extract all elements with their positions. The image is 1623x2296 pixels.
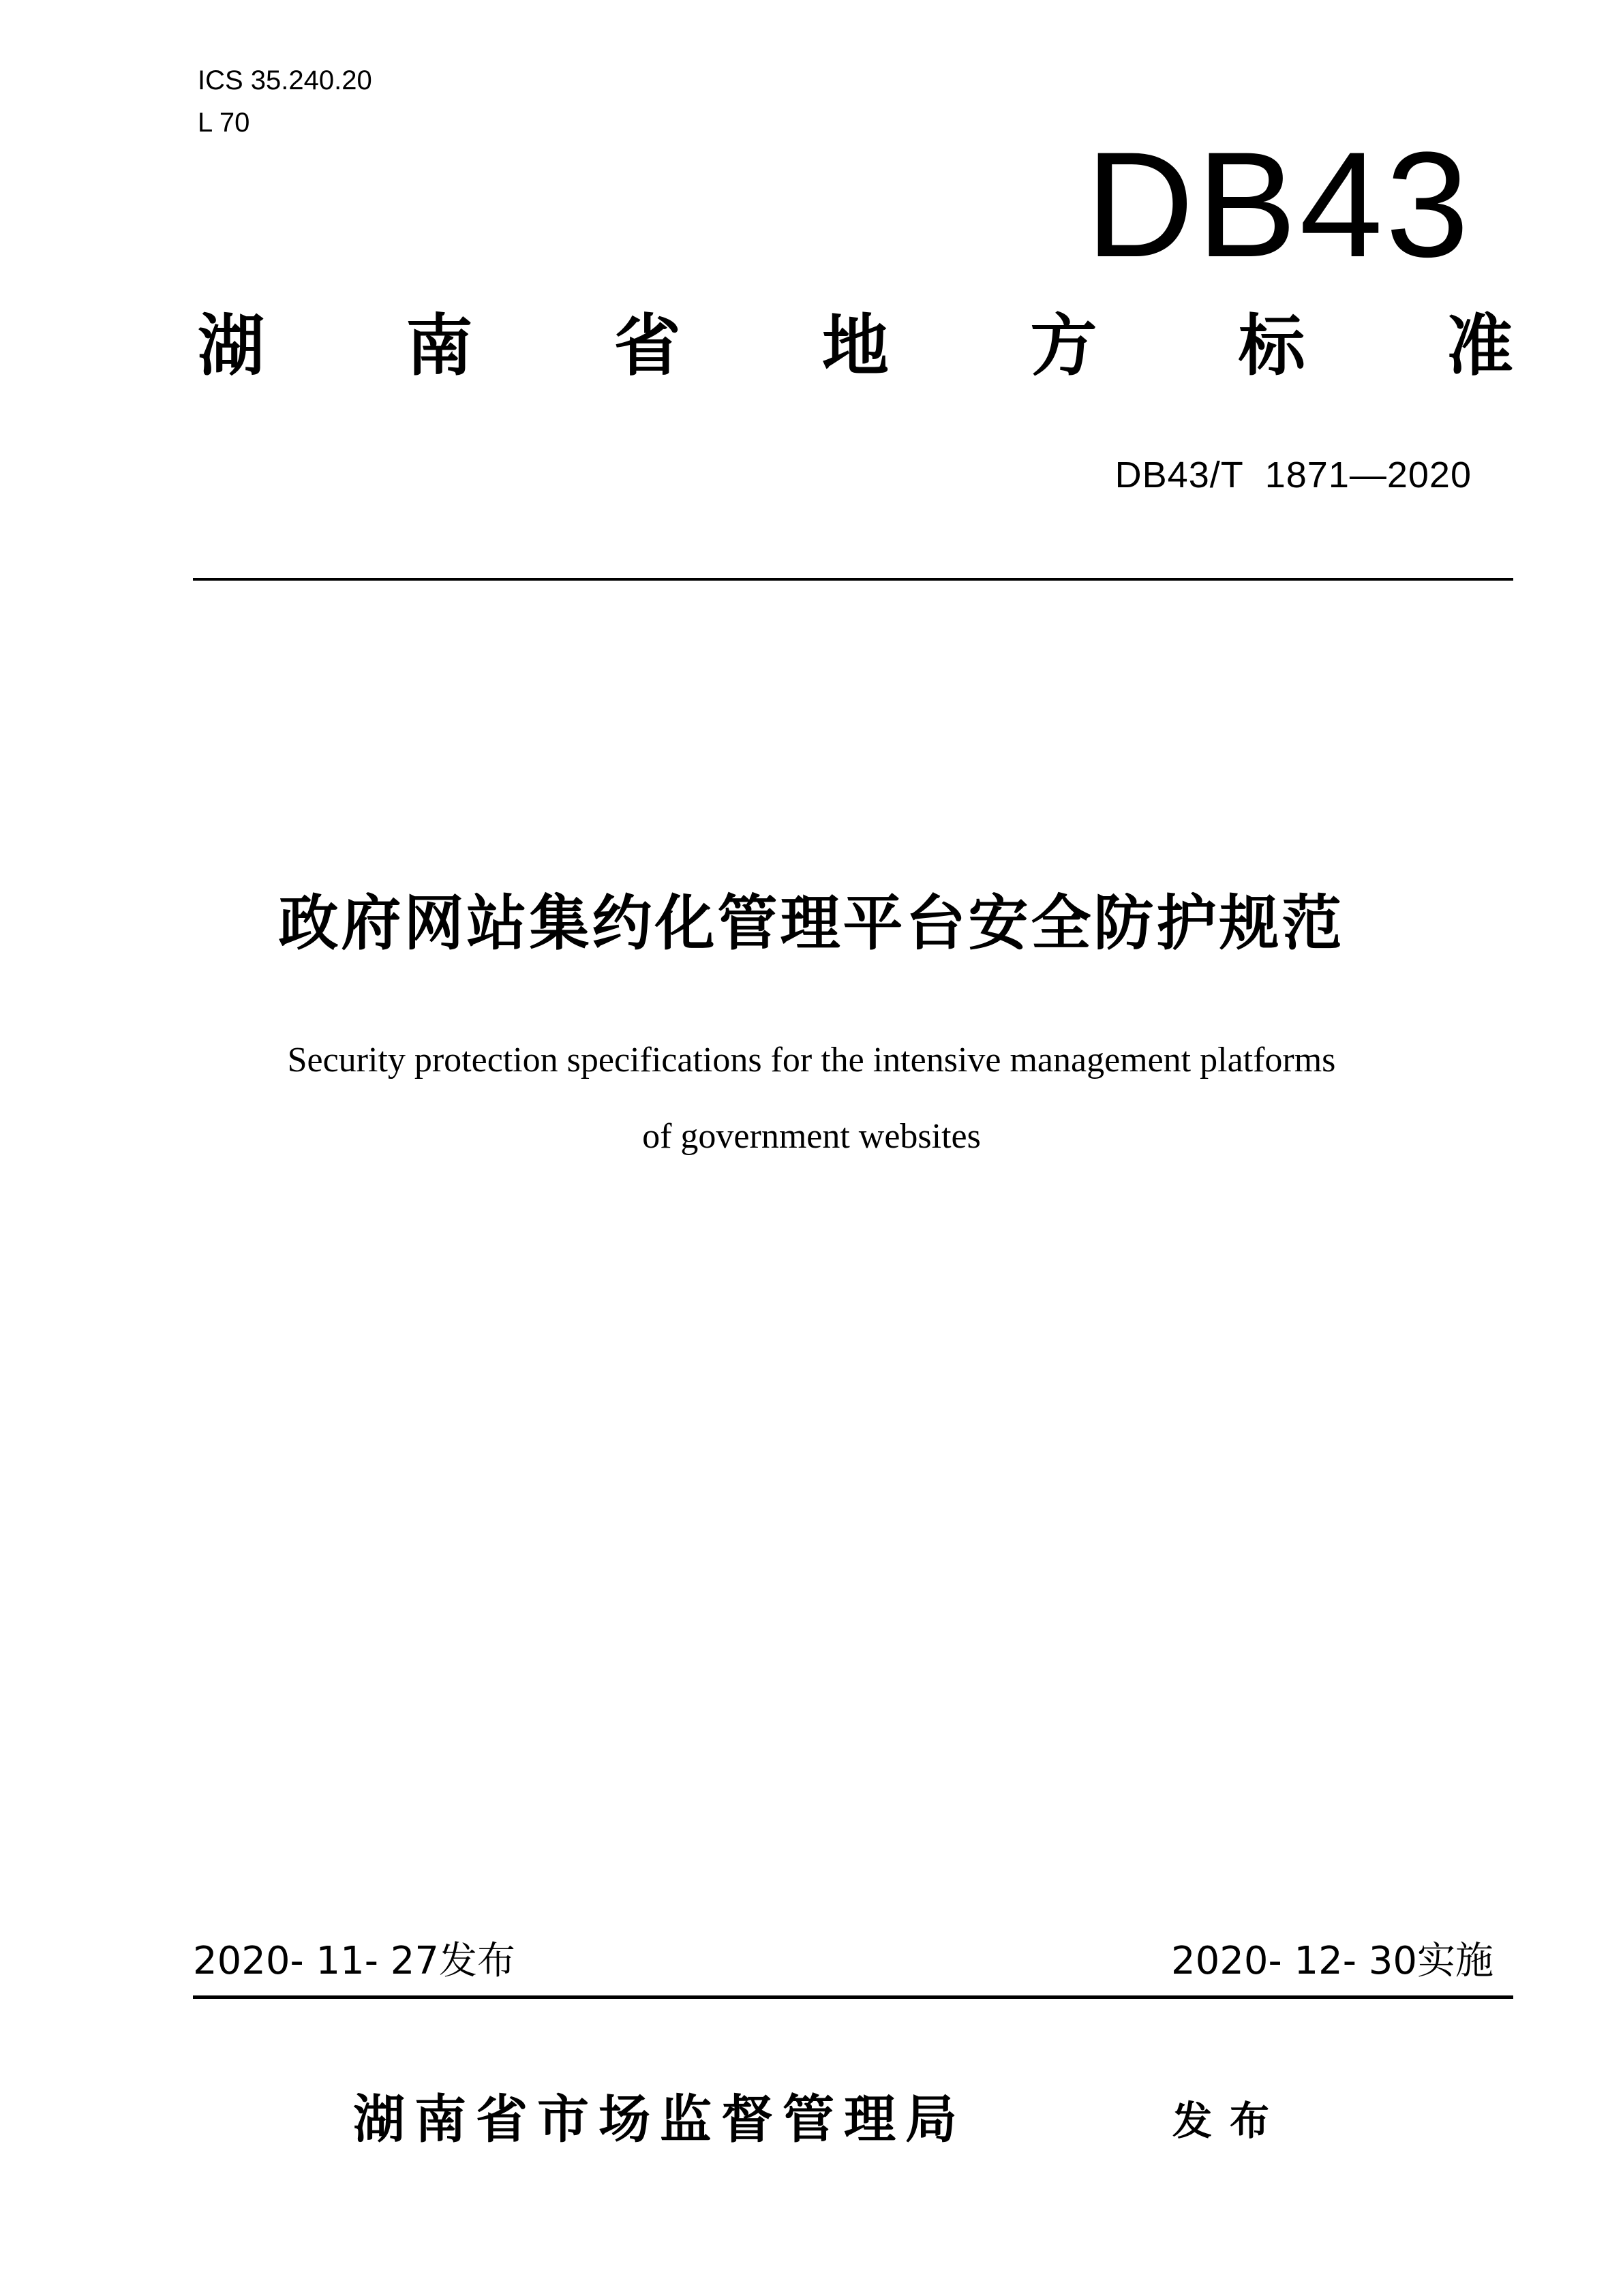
standard-type-char: 省 <box>613 307 681 385</box>
title-chinese: 政府网站集约化管理平台安全防护规范 <box>278 888 1345 958</box>
title-english-line1: Security protection specifications for the intensive management platforms <box>287 1041 1336 1080</box>
standard-type-heading <box>198 305 1513 387</box>
implementation-date: 2020- 12- 30实施 <box>1170 1939 1493 1983</box>
standard-number <box>1115 451 1472 499</box>
standard-number-text: DB43/T 1871—2020 <box>1114 455 1472 495</box>
standard-type-char: 湖 <box>198 307 265 385</box>
standard-type-char: 准 <box>1446 307 1513 385</box>
classification-code: L 70 <box>198 108 250 138</box>
top-divider <box>193 578 1513 581</box>
standard-type-char: 地 <box>821 307 889 385</box>
bottom-divider <box>193 1995 1513 1999</box>
ics-code: ICS 35.240.20 <box>198 65 372 95</box>
title-english <box>0 1022 1623 1175</box>
standard-type-char: 方 <box>1030 307 1097 385</box>
title-english-line2: of government websites <box>642 1117 981 1156</box>
publish-label: 发布 <box>1172 2098 1288 2144</box>
publisher-name: 湖南省市场监督管理局 <box>353 2089 967 2149</box>
standard-type-char: 标 <box>1238 307 1305 385</box>
issue-date: 2020- 11- 27发布 <box>193 1939 516 1983</box>
standard-type-char: 南 <box>406 307 473 385</box>
standard-code: DB43 <box>1085 121 1472 288</box>
